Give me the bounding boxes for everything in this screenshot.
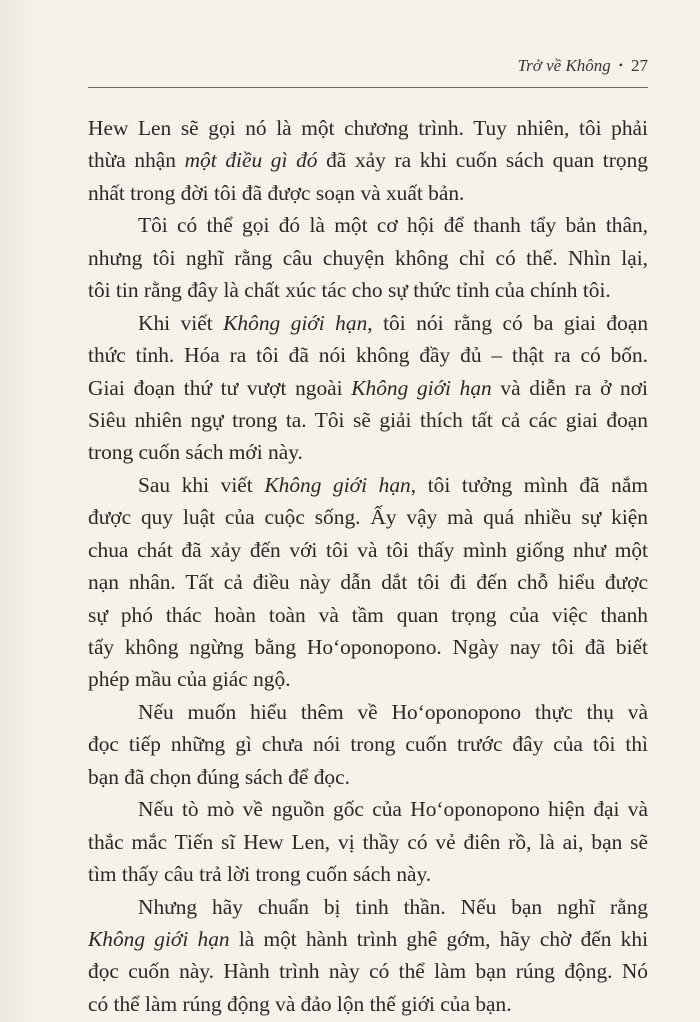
text-segment: sự phó thác hoàn toàn và tầm quan trọng của việc thanh <box>88 602 648 627</box>
running-title: Trở về Không <box>517 56 611 75</box>
text-segment: đọc cuốn này. Hành trình này có thể làm bạn rúng động. Nó <box>88 959 648 984</box>
text-segment: Sau khi viết <box>138 472 265 497</box>
text-segment: đọc tiếp những gì chưa nói trong cuốn trước đây của tôi thì <box>88 732 648 757</box>
text-line <box>88 696 648 728</box>
text-segment: nạn nhân. Tất cả điều này dẫn dắt tôi đi đến chỗ hiểu được <box>88 570 648 595</box>
running-header <box>518 56 648 76</box>
text-line <box>88 501 648 533</box>
text-line <box>88 274 648 306</box>
text-segment: tẩy không ngừng bằng Hoʻoponopono. Ngày nay tôi đã biết <box>88 635 648 659</box>
text-line <box>88 826 648 858</box>
body-text <box>88 112 648 1020</box>
text-line <box>88 793 648 825</box>
text-line <box>88 728 648 760</box>
paragraph <box>88 793 648 890</box>
text-line <box>88 436 648 468</box>
paragraph <box>88 307 648 469</box>
text-segment: Nhưng hãy chuẩn bị tinh thần. Nếu bạn nghĩ rằng <box>138 894 648 919</box>
text-segment: tìm thấy câu trả lời trong cuốn sách này. <box>88 862 432 887</box>
text-line <box>88 566 648 598</box>
text-segment: thắc mắc Tiến sĩ Hew Len, vị thầy có vẻ điên rồ, là ai, bạn sẽ <box>88 829 648 854</box>
text-segment: Hew Len sẽ gọi nó là một chương trình. Tuy nhiên, tôi phải <box>88 116 648 140</box>
text-segment: Giai đoạn thứ tư vượt ngoài <box>88 375 352 400</box>
text-line <box>88 534 648 566</box>
text-line <box>88 761 648 793</box>
text-segment: thừa nhận <box>88 148 185 173</box>
italic-book-title: Không giới hạn <box>223 310 368 335</box>
page-gutter-shadow <box>0 0 40 1022</box>
text-line <box>88 599 648 631</box>
text-segment: chua chát đã xảy đến với tôi và tôi thấy mình giống như một <box>88 537 648 562</box>
header-rule <box>88 87 648 88</box>
text-line <box>88 631 648 663</box>
text-segment: thức tỉnh. Hóa ra tôi đã nói không đầy đủ – thật ra có bốn. <box>88 343 648 368</box>
text-line <box>88 209 648 241</box>
text-line <box>88 891 648 923</box>
italic-book-title: Không giới hạn <box>88 926 230 951</box>
text-segment: Nếu muốn hiểu thêm về Hoʻoponopono thực thụ và <box>138 699 648 724</box>
text-segment: Tôi có thể gọi đó là một cơ hội để thanh tẩy bản thân, <box>138 213 648 238</box>
italic-book-title: Không giới hạn <box>351 375 492 400</box>
paragraph <box>88 696 648 793</box>
text-segment: bạn đã chọn đúng sách để đọc. <box>88 764 350 789</box>
italic-book-title: Không giới hạn <box>264 472 411 497</box>
text-segment: , tôi nói rằng có ba giai đoạn <box>367 310 649 335</box>
paragraph <box>88 112 648 209</box>
italic-book-title: một điều gì đó <box>184 148 318 173</box>
text-line <box>88 242 648 274</box>
paragraph <box>88 209 648 306</box>
text-segment: phép mầu của giác ngộ. <box>88 667 291 692</box>
text-line <box>88 144 648 176</box>
text-line <box>88 307 648 339</box>
page-number: 27 <box>631 56 648 75</box>
text-segment: tôi tin rằng đây là chất xúc tác cho sự thức tỉnh của chính tôi. <box>88 278 611 303</box>
text-line <box>88 988 648 1020</box>
text-line <box>88 663 648 695</box>
text-line <box>88 923 648 955</box>
text-segment: Khi viết <box>138 310 224 335</box>
text-segment: là một hành trình ghê gớm, hãy chờ đến khi <box>229 926 649 951</box>
text-line <box>88 955 648 987</box>
text-segment: và diễn ra ở nơi <box>491 375 648 400</box>
text-segment: , tôi tưởng mình đã nắm <box>410 472 648 497</box>
header-bullet: • <box>618 58 623 72</box>
text-segment: được quy luật của cuộc sống. Ấy vậy mà quá nhiều sự kiện <box>88 505 648 530</box>
text-line <box>88 177 648 209</box>
text-segment: Nếu tò mò về nguồn gốc của Hoʻoponopono hiện đại và <box>138 797 648 822</box>
text-segment: đã xảy ra khi cuốn sách quan trọng <box>317 148 648 173</box>
text-segment: nhưng tôi nghĩ rằng câu chuyện không chỉ có thế. Nhìn lại, <box>88 245 648 270</box>
text-line <box>88 469 648 501</box>
text-line <box>88 404 648 436</box>
paragraph <box>88 891 648 1021</box>
text-line <box>88 858 648 890</box>
paragraph <box>88 469 648 696</box>
text-line <box>88 339 648 371</box>
text-segment: có thể làm rúng động và đảo lộn thế giới của bạn. <box>88 991 512 1016</box>
text-segment: trong cuốn sách mới này. <box>88 440 303 465</box>
text-line <box>88 372 648 404</box>
text-segment: nhất trong đời tôi đã được soạn và xuất bản. <box>88 180 465 205</box>
text-segment: Siêu nhiên ngự trong ta. Tôi sẽ giải thích tất cả các giai đoạn <box>88 407 648 432</box>
text-line <box>88 112 648 144</box>
